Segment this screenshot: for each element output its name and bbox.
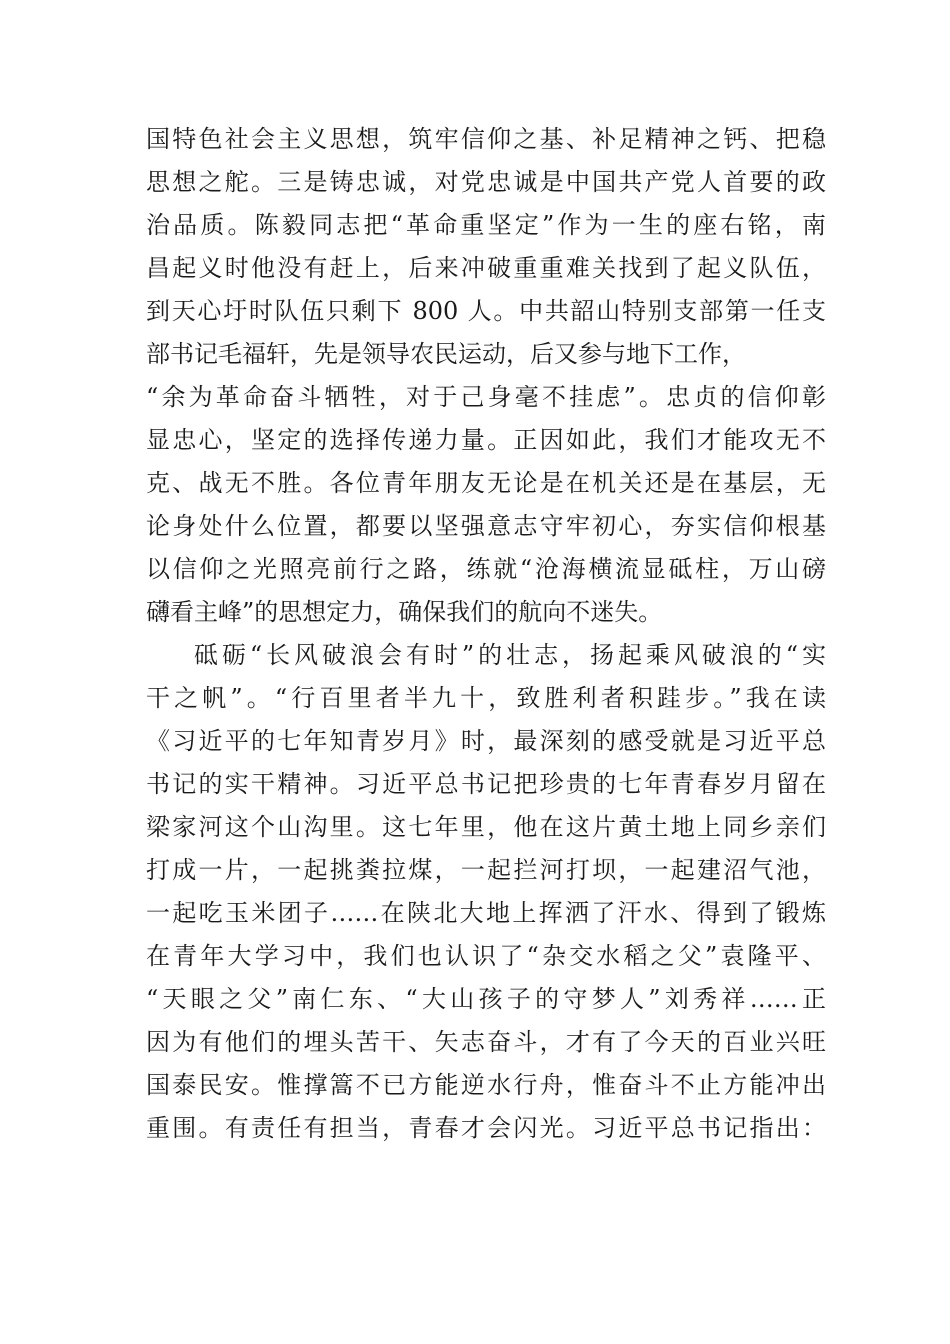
- body-text: [146, 118, 826, 1150]
- text-line: 昌起义时他没有赶上，后来冲破重重难关找到了起义队伍，: [146, 254, 826, 282]
- text-line: 论身处什么位置，都要以坚强意志守牢初心，夯实信仰根基: [146, 512, 826, 540]
- text-line: 克、战无不胜。各位青年朋友无论是在机关还是在基层，无: [146, 469, 826, 497]
- text-line: 治品质。陈毅同志把“革命重坚定”作为一生的座右铭，南: [146, 211, 826, 239]
- text-line: 在青年大学习中，我们也认识了“杂交水稻之父”袁隆平、: [146, 942, 826, 970]
- text-line: 梁家河这个山沟里。这七年里，他在这片黄土地上同乡亲们: [146, 813, 826, 841]
- text-line: 国泰民安。惟撑篙不已方能逆水行舟，惟奋斗不止方能冲出: [146, 1071, 826, 1099]
- text-line: “余为革命奋斗牺牲，对于己身毫不挂虑”。忠贞的信仰彰: [146, 383, 826, 411]
- text-line: 礴看主峰”的思想定力，确保我们的航向不迷失。: [146, 598, 663, 626]
- paragraph-2: [146, 634, 826, 1150]
- text-line: 以信仰之光照亮前行之路，练就“沧海横流显砥柱，万山磅: [146, 555, 826, 583]
- text-line: 思想之舵。三是铸忠诚，对党忠诚是中国共产党人首要的政: [146, 168, 826, 196]
- text-line: 打成一片，一起挑粪拉煤，一起拦河打坝，一起建沼气池，: [146, 856, 826, 884]
- text-line: 显忠心，坚定的选择传递力量。正因如此，我们才能攻无不: [146, 426, 826, 454]
- text-line: 因为有他们的埋头苦干、矢志奋斗，才有了今天的百业兴旺: [146, 1028, 826, 1056]
- text-line: 书记的实干精神。习近平总书记把珍贵的七年青春岁月留在: [146, 770, 826, 798]
- text-line: 部书记毛福轩，先是领导农民运动，后又参与地下工作，: [146, 340, 746, 368]
- text-line: 一起吃玉米团子……在陕北大地上挥洒了汗水、得到了锻炼: [146, 899, 826, 927]
- text-line: 《习近平的七年知青岁月》时，最深刻的感受就是习近平总: [146, 727, 826, 755]
- text-line: 砥砺“长风破浪会有时”的壮志，扬起乘风破浪的“实: [194, 641, 826, 669]
- text-line: 国特色社会主义思想，筑牢信仰之基、补足精神之钙、把稳: [146, 125, 826, 153]
- text-line: 重围。有责任有担当，青春才会闪光。习近平总书记指出：: [146, 1114, 826, 1142]
- text-line: 到天心圩时队伍只剩下 800 人。中共韶山特别支部第一任支: [146, 297, 826, 325]
- text-line: 干之帆”。“行百里者半九十，致胜利者积跬步。”我在读: [146, 684, 826, 712]
- paragraph-1: [146, 118, 826, 634]
- text-line: “天眼之父”南仁东、“大山孩子的守梦人”刘秀祥……正: [146, 985, 826, 1013]
